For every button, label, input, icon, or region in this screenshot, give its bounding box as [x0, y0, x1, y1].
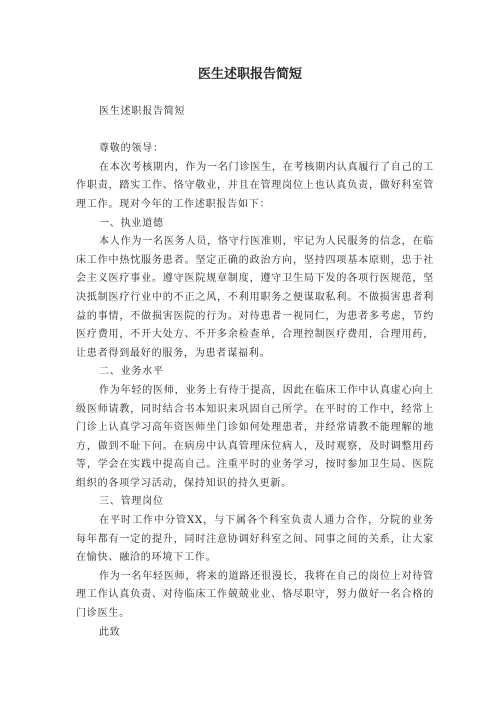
section-heading-skills: 二、业务水平: [99, 366, 164, 378]
closing-line: 此致: [99, 626, 121, 638]
salutation: 尊敬的领导：: [99, 143, 164, 155]
section-paragraph-ethics: 本人作为一名医务人员，恪守行医准则，牢记为人民服务的信念，在临床工作中热忱服务患者。坚定正确的政治方向，坚持四项基本原则，忠于社会主义医疗事业。遵守医院规章制度，遵守卫生局下发的各项行医规范，坚决抵制医疗行业中的不正之风，不利用职务之便谋取私利。不做损害患者利益的事情，不做损害医院的行为。对待患者一视同仁，为患者多考虑，节约医疗费用，不开大处方、不开多余检查单，合理控制医疗费用，合理用药，让患者得到最好的服务，为患者谋福利。: [76, 236, 434, 359]
section-paragraph-management-2: 作为一名年轻医师，将来的道路还很漫长，我将在自己的岗位上对待管理工作认真负责、对待临床工作兢兢业业、恪尽职守，努力做好一名合格的门诊医生。: [76, 570, 434, 620]
section-heading-ethics: 一、执业道德: [99, 217, 164, 229]
intro-paragraph: 在本次考核期内，作为一名门诊医生，在考核期内认真履行了自己的工作职责，踏实工作、恪守敬业，并且在管理岗位上也认真负责，做好科室管理工作。现对今年的工作述职报告如下：: [76, 161, 434, 210]
document-body: [76, 103, 434, 642]
document-title: 医生述职报告简短: [197, 67, 302, 82]
section-paragraph-management-1: 在平时工作中分管XX，与下属各个科室负责人通力合作，分院的业务每年都有一定的提升，同时注意协调好科室之间、同事之间的关系，让大家在愉快、融洽的环境下工作。: [76, 515, 434, 564]
section-paragraph-skills: 作为年轻的医师，业务上有待于提高，因此在临床工作中认真虚心向上级医师请教，同时结合书本知识来巩固自己所学。在平时的工作中，经常上门诊上认真学习高年资医师坐门诊如何处理患者，并经常请教不能理解的地方，做到不耻下问。在病房中认真管理床位病人，及时观察，及时调整用药等，学会在实践中提高自己。注重平时的业务学习，按时参加卫生局、医院组织的各项学习活动，保持知识的持久更新。: [76, 384, 434, 489]
document-subtitle: 医生述职报告简短: [99, 106, 186, 117]
section-heading-management: 三、管理岗位: [99, 496, 164, 508]
